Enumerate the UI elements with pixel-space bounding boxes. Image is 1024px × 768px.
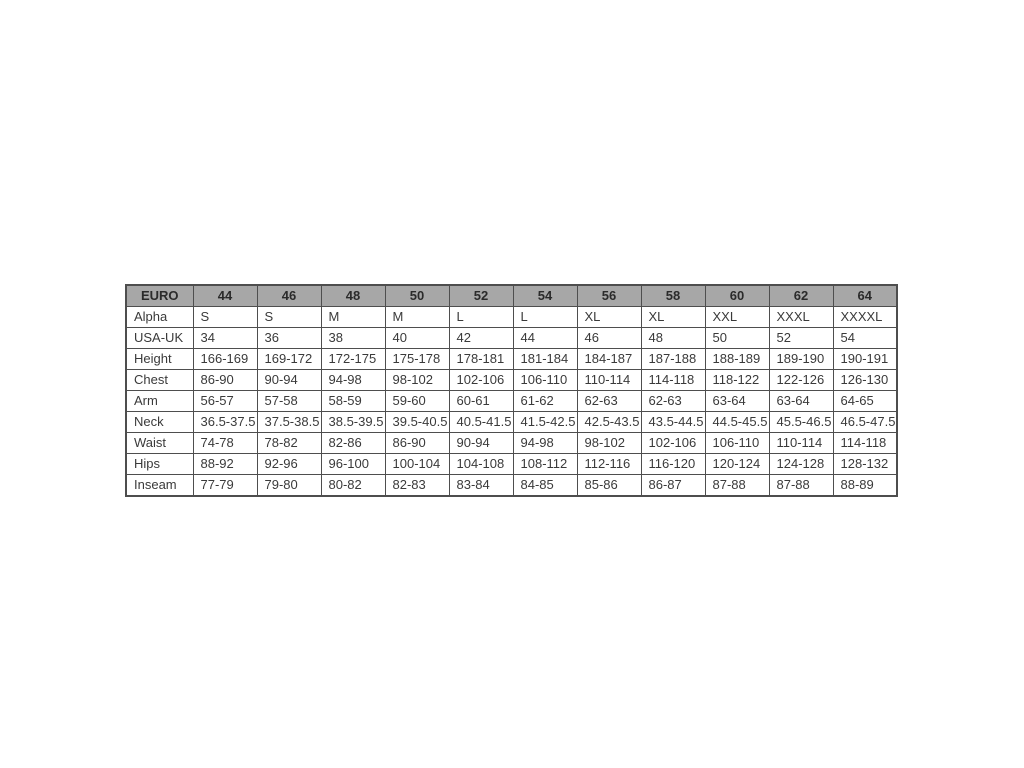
- row-label: Arm: [126, 391, 193, 412]
- table-cell: 86-90: [193, 370, 257, 391]
- column-header: 48: [321, 285, 385, 307]
- table-cell: 63-64: [769, 391, 833, 412]
- table-cell: 128-132: [833, 454, 897, 475]
- table-cell: 36.5-37.5: [193, 412, 257, 433]
- table-cell: 172-175: [321, 349, 385, 370]
- table-cell: 90-94: [257, 370, 321, 391]
- table-cell: 106-110: [705, 433, 769, 454]
- table-cell: 181-184: [513, 349, 577, 370]
- column-header: 64: [833, 285, 897, 307]
- table-row: [126, 433, 897, 454]
- table-cell: L: [449, 307, 513, 328]
- table-cell: 50: [705, 328, 769, 349]
- table-cell: 59-60: [385, 391, 449, 412]
- table-cell: 79-80: [257, 475, 321, 497]
- table-cell: 114-118: [833, 433, 897, 454]
- row-label: Height: [126, 349, 193, 370]
- table-cell: 58-59: [321, 391, 385, 412]
- table-cell: 169-172: [257, 349, 321, 370]
- table-cell: 104-108: [449, 454, 513, 475]
- row-label: USA-UK: [126, 328, 193, 349]
- table-cell: 92-96: [257, 454, 321, 475]
- column-header: 58: [641, 285, 705, 307]
- table-cell: 45.5-46.5: [769, 412, 833, 433]
- table-cell: 124-128: [769, 454, 833, 475]
- table-cell: 42.5-43.5: [577, 412, 641, 433]
- table-cell: 98-102: [577, 433, 641, 454]
- row-label: Inseam: [126, 475, 193, 497]
- table-cell: 87-88: [769, 475, 833, 497]
- table-cell: 122-126: [769, 370, 833, 391]
- table-cell: 102-106: [449, 370, 513, 391]
- column-header: 54: [513, 285, 577, 307]
- table-row: [126, 349, 897, 370]
- table-body: [126, 307, 897, 497]
- table-cell: L: [513, 307, 577, 328]
- size-chart-table: [125, 284, 898, 497]
- table-cell: 98-102: [385, 370, 449, 391]
- table-cell: 110-114: [769, 433, 833, 454]
- table-cell: 46.5-47.5: [833, 412, 897, 433]
- table-cell: 42: [449, 328, 513, 349]
- table-cell: 84-85: [513, 475, 577, 497]
- table-cell: 77-79: [193, 475, 257, 497]
- table-cell: 86-87: [641, 475, 705, 497]
- table-cell: 100-104: [385, 454, 449, 475]
- table-cell: 184-187: [577, 349, 641, 370]
- table-cell: 37.5-38.5: [257, 412, 321, 433]
- table-cell: 34: [193, 328, 257, 349]
- table-cell: 120-124: [705, 454, 769, 475]
- table-cell: 188-189: [705, 349, 769, 370]
- table-cell: M: [321, 307, 385, 328]
- table-cell: 178-181: [449, 349, 513, 370]
- table-cell: 187-188: [641, 349, 705, 370]
- table-cell: M: [385, 307, 449, 328]
- column-header: 56: [577, 285, 641, 307]
- table-cell: 39.5-40.5: [385, 412, 449, 433]
- table-cell: 41.5-42.5: [513, 412, 577, 433]
- column-header: 60: [705, 285, 769, 307]
- table-cell: 60-61: [449, 391, 513, 412]
- table-cell: 112-116: [577, 454, 641, 475]
- column-header: 46: [257, 285, 321, 307]
- table-row: [126, 412, 897, 433]
- table-cell: XL: [641, 307, 705, 328]
- row-label: Alpha: [126, 307, 193, 328]
- column-header: 62: [769, 285, 833, 307]
- table-cell: 190-191: [833, 349, 897, 370]
- table-cell: 80-82: [321, 475, 385, 497]
- header-corner-cell: EURO: [126, 285, 193, 307]
- table-cell: 116-120: [641, 454, 705, 475]
- table-cell: 88-92: [193, 454, 257, 475]
- table-cell: 108-112: [513, 454, 577, 475]
- table-row: [126, 307, 897, 328]
- table-cell: 54: [833, 328, 897, 349]
- table-cell: 87-88: [705, 475, 769, 497]
- table-cell: S: [193, 307, 257, 328]
- table-cell: S: [257, 307, 321, 328]
- table-cell: 62-63: [641, 391, 705, 412]
- table-cell: 48: [641, 328, 705, 349]
- table-cell: 57-58: [257, 391, 321, 412]
- table-cell: 110-114: [577, 370, 641, 391]
- table-cell: 94-98: [513, 433, 577, 454]
- table-cell: 88-89: [833, 475, 897, 497]
- table-cell: 63-64: [705, 391, 769, 412]
- table-cell: XL: [577, 307, 641, 328]
- table-cell: 83-84: [449, 475, 513, 497]
- table-cell: 46: [577, 328, 641, 349]
- table-cell: 74-78: [193, 433, 257, 454]
- table-cell: 38.5-39.5: [321, 412, 385, 433]
- table-cell: 126-130: [833, 370, 897, 391]
- table-cell: 175-178: [385, 349, 449, 370]
- row-label: Waist: [126, 433, 193, 454]
- table-cell: 106-110: [513, 370, 577, 391]
- table-cell: 43.5-44.5: [641, 412, 705, 433]
- table-row: [126, 391, 897, 412]
- table-cell: XXL: [705, 307, 769, 328]
- column-header: 50: [385, 285, 449, 307]
- table-cell: 44.5-45.5: [705, 412, 769, 433]
- table-cell: 62-63: [577, 391, 641, 412]
- table-row: [126, 370, 897, 391]
- table-cell: 96-100: [321, 454, 385, 475]
- table-cell: 94-98: [321, 370, 385, 391]
- table-cell: 114-118: [641, 370, 705, 391]
- table-cell: 40: [385, 328, 449, 349]
- table-cell: 44: [513, 328, 577, 349]
- table-cell: 166-169: [193, 349, 257, 370]
- table-cell: 86-90: [385, 433, 449, 454]
- table-row: [126, 475, 897, 497]
- row-label: Hips: [126, 454, 193, 475]
- table-cell: 189-190: [769, 349, 833, 370]
- table-cell: 90-94: [449, 433, 513, 454]
- table-cell: 40.5-41.5: [449, 412, 513, 433]
- row-label: Neck: [126, 412, 193, 433]
- table-row: [126, 454, 897, 475]
- table-cell: 118-122: [705, 370, 769, 391]
- table-row: [126, 328, 897, 349]
- table-cell: 64-65: [833, 391, 897, 412]
- table-cell: 85-86: [577, 475, 641, 497]
- table-cell: XXXL: [769, 307, 833, 328]
- table-cell: 82-83: [385, 475, 449, 497]
- table-header-row: [126, 285, 897, 307]
- table-cell: 52: [769, 328, 833, 349]
- table-cell: XXXXL: [833, 307, 897, 328]
- table-cell: 61-62: [513, 391, 577, 412]
- table-cell: 102-106: [641, 433, 705, 454]
- table-cell: 78-82: [257, 433, 321, 454]
- table-cell: 38: [321, 328, 385, 349]
- row-label: Chest: [126, 370, 193, 391]
- table-cell: 82-86: [321, 433, 385, 454]
- table-cell: 56-57: [193, 391, 257, 412]
- column-header: 44: [193, 285, 257, 307]
- column-header: 52: [449, 285, 513, 307]
- table-cell: 36: [257, 328, 321, 349]
